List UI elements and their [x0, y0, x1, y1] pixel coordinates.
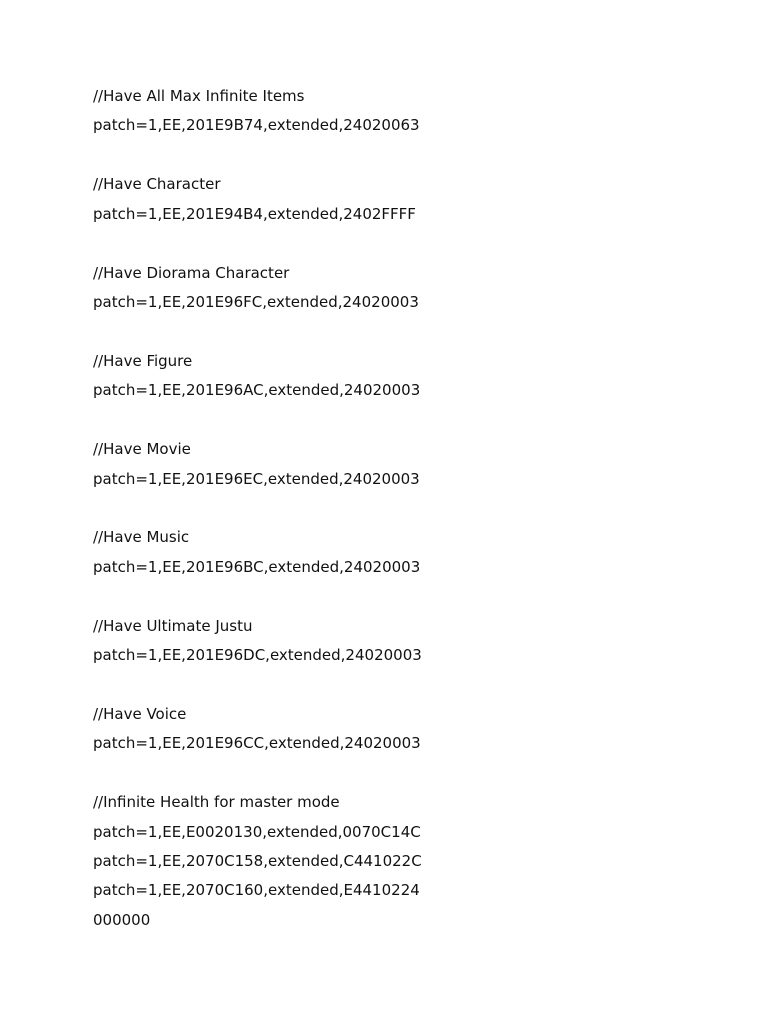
patch-line-continuation: 000000 [93, 910, 151, 929]
cheat-comment: //Infinite Health for master mode [93, 793, 340, 812]
patch-line: patch=1,EE,201E96FC,extended,24020003 [93, 292, 419, 311]
document-page [93, 85, 733, 968]
patch-line: patch=1,EE,2070C160,extended,E4410224 [93, 881, 420, 900]
cheat-comment: //Have All Max Infinite Items [93, 87, 305, 105]
cheat-block-have-all-max-infinite-items [93, 85, 733, 144]
patch-line: patch=1,EE,201E94B4,extended,2402FFFF [93, 204, 416, 223]
cheat-block-have-figure [93, 350, 733, 409]
cheat-block-infinite-health-master-mode [93, 791, 733, 938]
patch-line: patch=1,EE,201E96DC,extended,24020003 [93, 646, 422, 665]
cheat-block-have-diorama-character [93, 262, 733, 321]
cheat-comment: //Have Figure [93, 351, 193, 370]
cheat-comment: //Have Music [93, 528, 190, 547]
cheat-block-have-movie [93, 438, 733, 497]
patch-line: patch=1,EE,201E96EC,extended,24020003 [93, 469, 420, 488]
patch-line: patch=1,EE,201E96AC,extended,24020003 [93, 381, 421, 400]
patch-line: patch=1,EE,201E96CC,extended,24020003 [93, 734, 421, 753]
patch-line: patch=1,EE,201E96BC,extended,24020003 [93, 557, 421, 576]
patch-line: patch=1,EE,2070C158,extended,C441022C [93, 852, 422, 871]
cheat-comment: //Have Diorama Character [93, 263, 290, 282]
cheat-comment: //Have Voice [93, 704, 187, 723]
cheat-block-have-character [93, 173, 733, 232]
cheat-comment: //Have Movie [93, 440, 191, 459]
cheat-block-have-voice [93, 703, 733, 762]
patch-line: patch=1,EE,201E9B74,extended,24020063 [93, 116, 420, 135]
cheat-comment: //Have Ultimate Justu [93, 616, 253, 635]
cheat-block-have-ultimate-justu [93, 615, 733, 674]
cheat-comment: //Have Character [93, 175, 221, 194]
cheat-block-have-music [93, 526, 733, 585]
patch-line: patch=1,EE,E0020130,extended,0070C14C [93, 822, 421, 841]
